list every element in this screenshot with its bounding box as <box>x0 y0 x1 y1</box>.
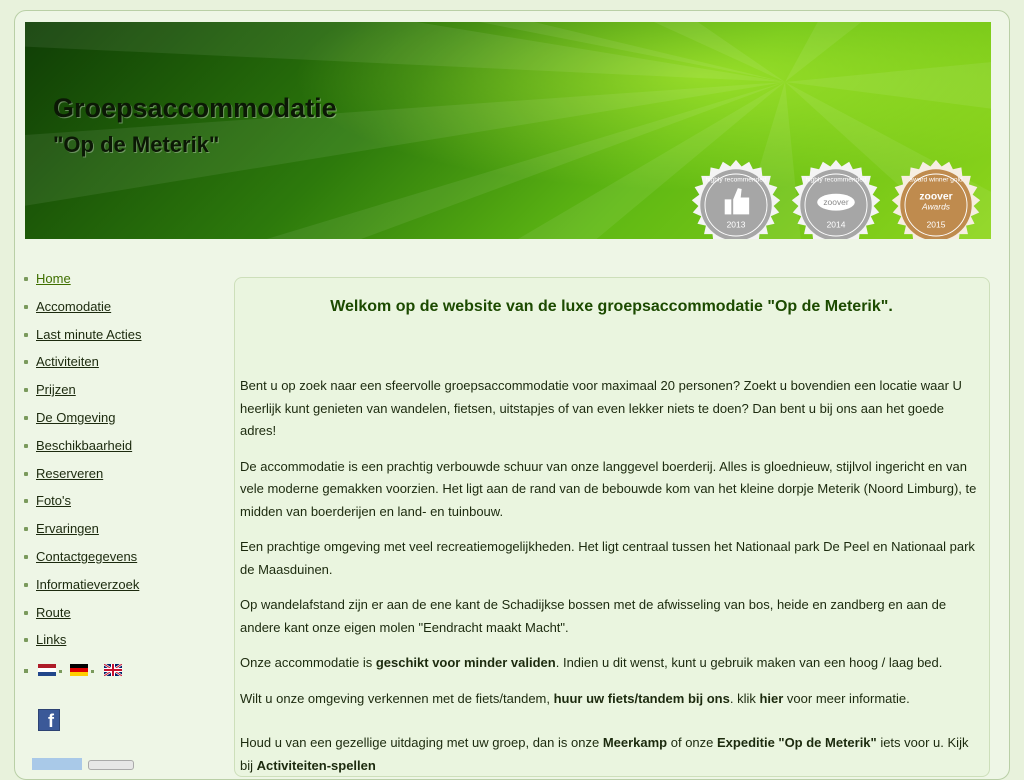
badge-3-year: 2015 <box>926 219 946 230</box>
facebook-icon[interactable]: f <box>38 709 60 731</box>
header-banner <box>25 22 991 239</box>
activities-games-link[interactable]: Activiteiten-spellen <box>256 757 376 773</box>
nav-item-fotos[interactable] <box>22 494 222 522</box>
nav-item-ervaringen[interactable] <box>22 522 222 550</box>
nav-link-reserveren[interactable]: Reserveren <box>36 465 104 481</box>
nav-item-links[interactable] <box>22 633 222 661</box>
nav-link-route[interactable]: Route <box>36 604 71 620</box>
award-badge-2015 <box>889 158 983 239</box>
main-content <box>234 277 990 777</box>
nav-link-activiteiten[interactable]: Activiteiten <box>36 354 99 370</box>
nav-link-fotos[interactable]: Foto's <box>36 493 71 509</box>
nav-item-route[interactable] <box>22 606 222 634</box>
nav-item-last-minute[interactable] <box>22 328 222 356</box>
badge-2-top-text: highly recommended <box>805 176 867 184</box>
badge-2-logo: zoover <box>823 197 849 207</box>
nav-link-links[interactable]: Links <box>36 632 67 648</box>
nav-link-beschikbaarheid[interactable]: Beschikbaarheid <box>36 437 133 453</box>
activities-paragraph: Houd u van een gezellige uitdaging met uw groep, dan is onze Meerkamp of onze Expeditie "Op de Meterik" iets voor u. Kijk bij Activiteiten-spellen <box>240 735 969 773</box>
nav-link-accomodatie[interactable]: Accomodatie <box>36 298 112 314</box>
nav-item-reserveren[interactable] <box>22 467 222 495</box>
bullet <box>24 669 28 673</box>
accessibility-paragraph: Onze accommodatie is geschikt voor minder validen. Indien u dit wenst, kunt u gebruik maken van een hoog / laag bed. <box>240 655 943 670</box>
de-flag-icon[interactable] <box>70 664 88 676</box>
badge-3-top-text: award winner gold <box>909 176 963 184</box>
nav-item-accomodatie[interactable] <box>22 300 222 328</box>
gb-flag-icon[interactable] <box>104 664 122 676</box>
nav-link-prijzen[interactable]: Prijzen <box>36 382 76 398</box>
nav-link-ervaringen[interactable]: Ervaringen <box>36 521 99 537</box>
nav-link-last-minute[interactable]: Last minute Acties <box>36 326 142 342</box>
accommodation-paragraph: De accommodatie is een prachtig verbouwde schuur van onze langgevel boerderij. Alles is gloednieuw, stijlvol ingericht en van vele moderne gemakken voorzien. Het ligt aan de rand van de bebouwde kom van het kleine dorpje Meterik (Noord Limburg), te midden van boerderijen en land- en tuinbouw. <box>240 458 977 519</box>
nav-link-omgeving[interactable]: De Omgeving <box>36 409 116 425</box>
award-badge-2014 <box>789 158 883 239</box>
badge-3-logo: zoover <box>919 191 953 203</box>
nav-item-beschikbaarheid[interactable] <box>22 439 222 467</box>
nav-link-informatieverzoek[interactable]: Informatieverzoek <box>36 576 140 592</box>
more-info-link[interactable]: hier <box>759 690 784 706</box>
nav-item-contactgegevens[interactable] <box>22 550 222 578</box>
badge-1-top-text: highly recommended <box>705 176 767 184</box>
bike-rental-paragraph: Wilt u onze omgeving verkennen met de fiets/tandem, huur uw fiets/tandem bij ons. klik hier voor meer informatie. <box>240 690 910 706</box>
nav-item-omgeving[interactable] <box>22 411 222 439</box>
award-badge-2013 <box>689 158 783 239</box>
nav-item-home[interactable] <box>22 272 222 300</box>
badge-2-year: 2014 <box>826 219 846 230</box>
site-subtitle: "Op de Meterik" <box>53 132 220 157</box>
bottom-widget-blue <box>32 758 82 770</box>
walking-paragraph: Op wandelafstand zijn er aan de ene kant de Schadijkse bossen met de afwisseling van bos, heide en zandberg en aan de andere kant onze eigen molen "Eendracht maakt Macht". <box>240 597 947 635</box>
site-title: Groepsaccommodatie <box>53 93 337 123</box>
surroundings-paragraph: Een prachtige omgeving met veel recreatiemogelijkheden. Het ligt centraal tussen het Nationaal park De Peel en Nationaal park de Maasduinen. <box>240 539 975 577</box>
welcome-heading: Welkom op de website van de luxe groepsaccommodatie "Op de Meterik". <box>330 298 893 315</box>
intro-paragraph: Bent u op zoek naar een sfeervolle groepsaccommodatie voor maximaal 20 personen? Zoekt u bovendien een locatie waar U heerlijk kunt genieten van wandelen, fietsen, uitstapjes of van even lekker niets te doen? Dan bent u bij ons aan het goede adres! <box>240 378 962 438</box>
nav-item-activiteiten[interactable] <box>22 355 222 383</box>
badge-1-year: 2013 <box>726 219 746 230</box>
nav-link-home[interactable]: Home <box>36 271 71 286</box>
sidebar-nav <box>22 272 222 661</box>
nav-item-prijzen[interactable] <box>22 383 222 411</box>
nav-link-contactgegevens[interactable]: Contactgegevens <box>36 548 138 564</box>
bottom-widget-grey <box>88 760 134 770</box>
nl-flag-icon[interactable] <box>38 664 56 676</box>
badge-3-sub: Awards <box>921 201 951 212</box>
nav-item-informatieverzoek[interactable] <box>22 578 222 606</box>
